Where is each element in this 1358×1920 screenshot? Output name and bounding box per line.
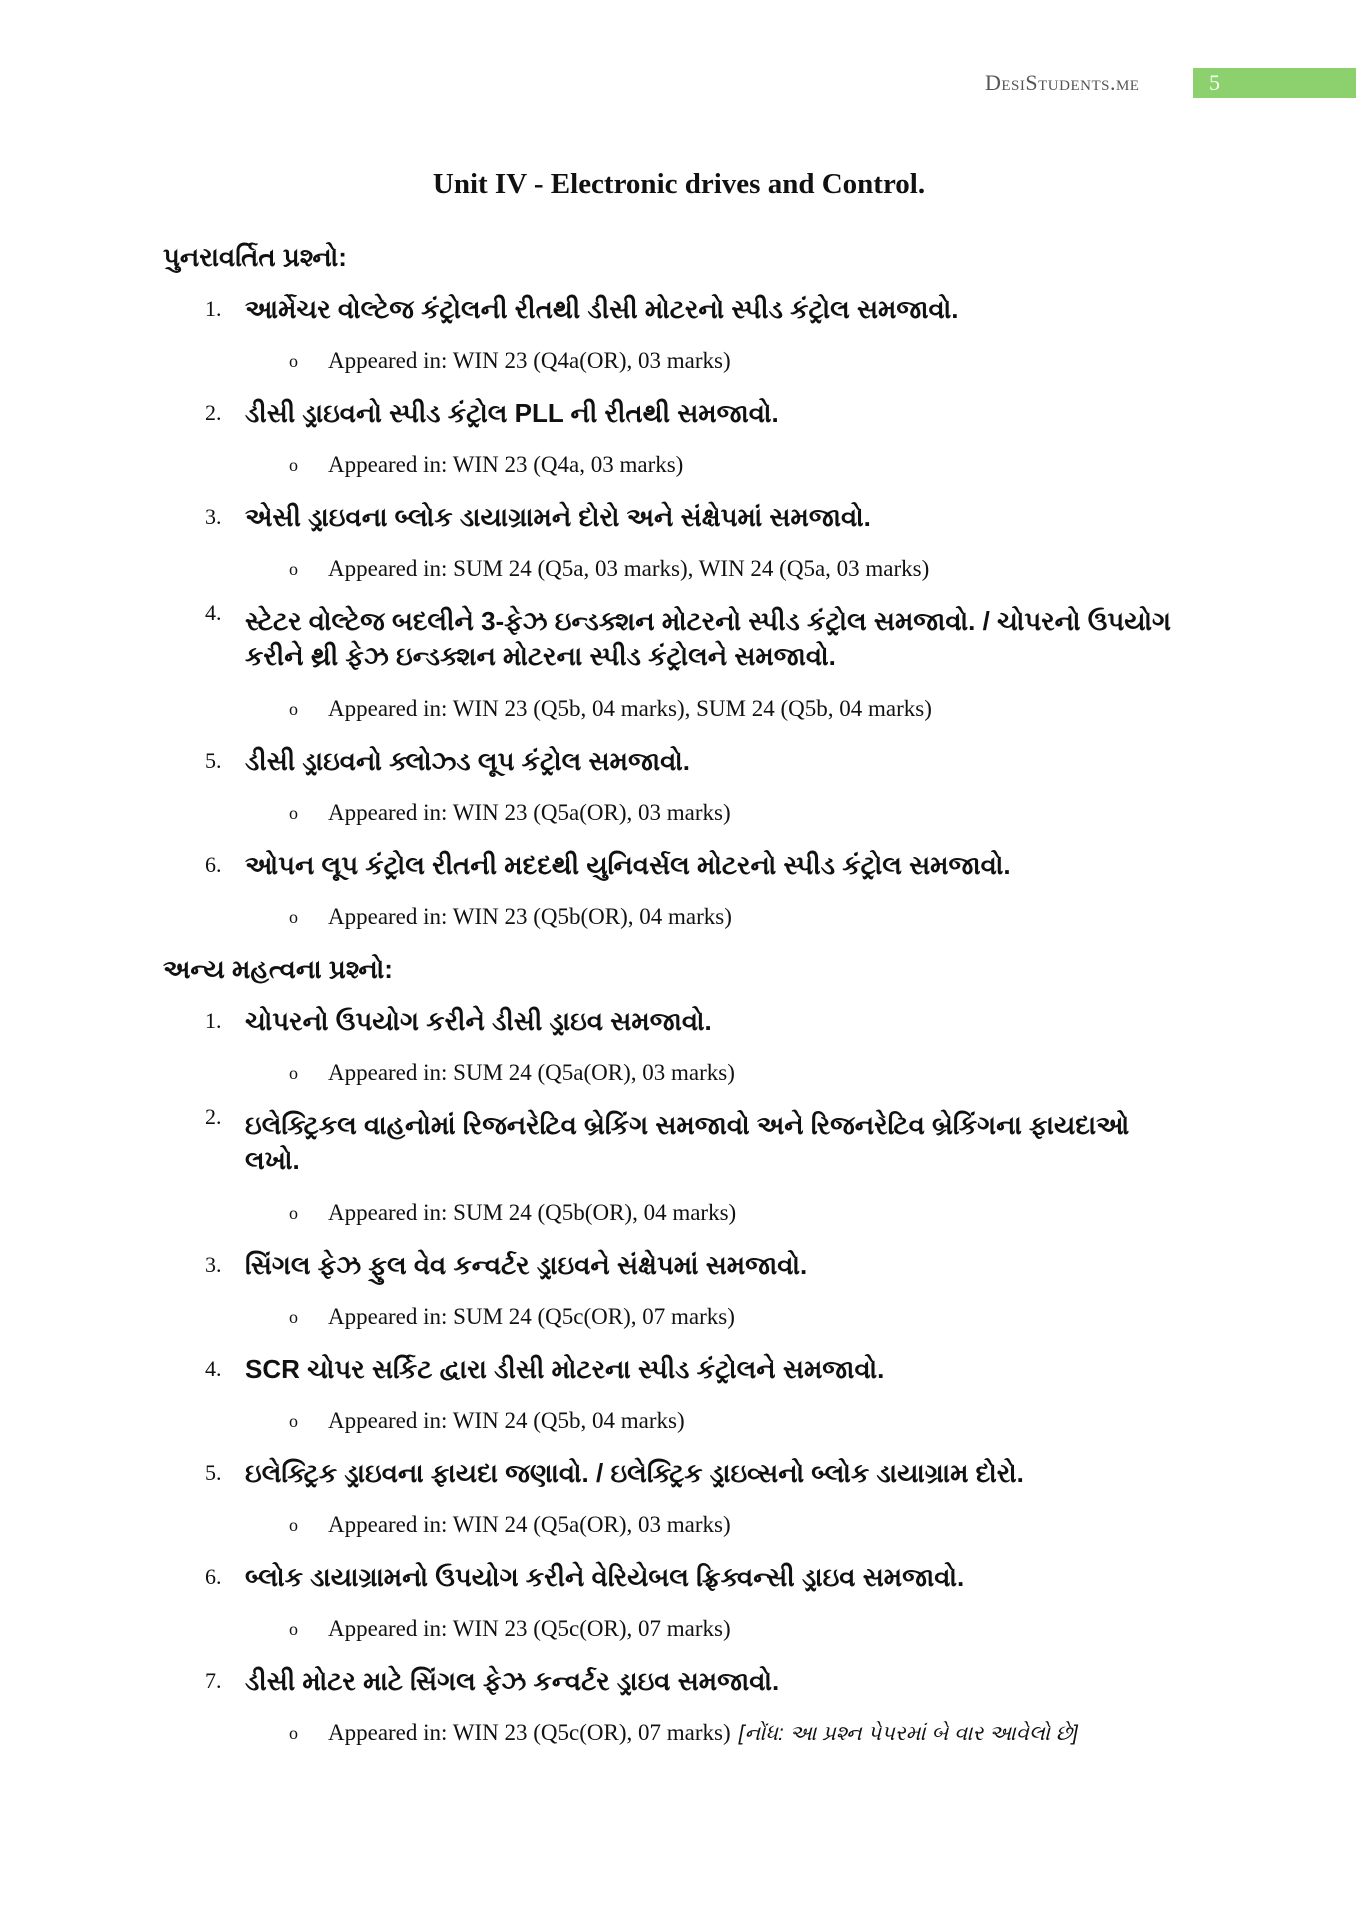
appeared-text: Appeared in: WIN 23 (Q5b(OR), 04 marks): [328, 904, 732, 929]
question-item: [205, 491, 1185, 543]
question-item: [205, 1551, 1185, 1603]
question-number: 6.: [205, 852, 222, 877]
question-item: [205, 1447, 1185, 1499]
question-number: 2.: [205, 1104, 222, 1129]
appeared-in: [289, 787, 1358, 839]
question-item: [205, 1655, 1185, 1707]
question-number: 5.: [205, 748, 222, 773]
question-number: 1.: [205, 1008, 222, 1033]
appeared-text: Appeared in: WIN 23 (Q5b, 04 marks), SUM 24 (Q5b, 04 marks): [328, 696, 932, 721]
question-text: આર્મેચર વોલ્ટેજ કંટ્રોલની રીતથી ડીસી મોટરનો સ્પીડ કંટ્રોલ સમજાવો.: [245, 294, 959, 324]
question-number: 6.: [205, 1564, 222, 1589]
appeared-text: Appeared in: SUM 24 (Q5a, 03 marks), WIN 24 (Q5a, 03 marks): [328, 556, 930, 581]
question-number: 4.: [205, 600, 222, 625]
question-text: ઓપન લૂપ કંટ્રોલ રીતની મદદથી યુનિવર્સલ મોટરનો સ્પીડ કંટ્રોલ સમજાવો.: [245, 850, 1011, 880]
bullet-icon: o: [289, 1619, 298, 1639]
question-item: [205, 839, 1185, 891]
bullet-icon: o: [289, 1411, 298, 1431]
question-item: [205, 595, 1185, 683]
question-item: [205, 1099, 1185, 1187]
question-item: [205, 735, 1185, 787]
question-item: [205, 387, 1185, 439]
bullet-icon: o: [289, 1307, 298, 1327]
appeared-in: [289, 1047, 1358, 1099]
appeared-in: [289, 1291, 1358, 1343]
question-text: SCR ચોપર સર્કિટ દ્વારા ડીસી મોટરના સ્પીડ કંટ્રોલને સમજાવો.: [245, 1354, 885, 1384]
question-text: સિંગલ ફેઝ ફુલ વેવ કન્વર્ટર ડ્રાઇવને સંક્ષેપમાં સમજાવો.: [245, 1250, 808, 1280]
question-text: ડીસી ડ્રાઇવનો સ્પીડ કંટ્રોલ PLL ની રીતથી સમજાવો.: [245, 398, 779, 428]
appeared-text: Appeared in: SUM 24 (Q5b(OR), 04 marks): [328, 1200, 737, 1225]
question-text: ડીસી મોટર માટે સિંગલ ફેઝ કન્વર્ટર ડ્રાઇવ સમજાવો.: [245, 1666, 780, 1696]
question-list: [0, 231, 1358, 1759]
section-heading: અન્ય મહત્વના પ્રશ્નો:: [163, 954, 393, 984]
bullet-icon: o: [289, 1203, 298, 1223]
question-item: [205, 283, 1185, 335]
question-number: 7.: [205, 1668, 222, 1693]
question-number: 1.: [205, 296, 222, 321]
bullet-icon: o: [289, 351, 298, 371]
appeared-text: Appeared in: SUM 24 (Q5c(OR), 07 marks): [328, 1304, 735, 1329]
question-text: સ્ટેટર વોલ્ટેજ બદલીને 3-ફેઝ ઇન્ડક્શન મોટરનો સ્પીડ કંટ્રોલ સમજાવો. / ચોપરનો ઉપયોગ કરીને થ્રી ફેઝ ઇન્ડક્શન મોટરના સ્પીડ કંટ્રોલને સમજાવો.: [245, 606, 1172, 671]
appeared-in: [289, 439, 1358, 491]
question-number: 3.: [205, 504, 222, 529]
question-text: ઇલેક્ટ્રિક ડ્રાઇવના ફાયદા જણાવો. / ઇલેક્ટ્રિક ડ્રાઇવ્સનો બ્લોક ડાયાગ્રામ દોરો.: [245, 1458, 1024, 1488]
appeared-in: [289, 335, 1358, 387]
appeared-in: [289, 891, 1358, 943]
bullet-icon: o: [289, 907, 298, 927]
bullet-icon: o: [289, 559, 298, 579]
question-text: બ્લોક ડાયાગ્રામનો ઉપયોગ કરીને વેરિયેબલ ફ્રિક્વન્સી ડ્રાઇવ સમજાવો.: [245, 1562, 965, 1592]
question-number: 2.: [205, 400, 222, 425]
appeared-in: [289, 1187, 1358, 1239]
appeared-in: [289, 1395, 1358, 1447]
site-name: DesiStudents.me: [985, 70, 1140, 95]
appeared-in: [289, 543, 1358, 595]
page-title: Unit IV - Electronic drives and Control.: [432, 168, 926, 200]
question-item: [205, 1343, 1185, 1395]
appeared-text: Appeared in: WIN 23 (Q4a(OR), 03 marks): [328, 348, 731, 373]
question-text: ઇલેક્ટ્રિકલ વાહનોમાં રિજનરેટિવ બ્રેકિંગ સમજાવો અને રિજનરેટિવ બ્રેકિંગના ફાયદાઓ લખો.: [245, 1110, 1130, 1175]
question-number: 5.: [205, 1460, 222, 1485]
appeared-in: [289, 683, 1358, 735]
question-text: ચોપરનો ઉપયોગ કરીને ડીસી ડ્રાઇવ સમજાવો.: [245, 1006, 712, 1036]
question-number: 3.: [205, 1252, 222, 1277]
appeared-in: [289, 1603, 1358, 1655]
appeared-text: Appeared in: WIN 24 (Q5a(OR), 03 marks): [328, 1512, 731, 1537]
appeared-text: Appeared in: SUM 24 (Q5a(OR), 03 marks): [328, 1060, 735, 1085]
appeared-text: Appeared in: WIN 23 (Q5c(OR), 07 marks): [328, 1616, 731, 1641]
appeared-in: [289, 1499, 1358, 1551]
bullet-icon: o: [289, 455, 298, 475]
question-item: [205, 995, 1185, 1047]
bullet-icon: o: [289, 803, 298, 823]
question-text: એસી ડ્રાઇવના બ્લોક ડાયાગ્રામને દોરો અને સંક્ષેપમાં સમજાવો.: [245, 502, 871, 532]
question-text: ડીસી ડ્રાઇવનો ક્લોઝ્ડ લૂપ કંટ્રોલ સમજાવો.: [245, 746, 691, 776]
note-text: [નોંધ: આ પ્રશ્ન પેપરમાં બે વાર આવેલો છે]: [738, 1722, 1078, 1745]
bullet-icon: o: [289, 699, 298, 719]
appeared-in: [289, 1707, 1358, 1759]
appeared-text: Appeared in: WIN 24 (Q5b, 04 marks): [328, 1408, 685, 1433]
page-number: 5: [1193, 68, 1356, 98]
appeared-text: Appeared in: WIN 23 (Q4a, 03 marks): [328, 452, 684, 477]
bullet-icon: o: [289, 1723, 298, 1743]
section-heading: પુનરાવર્તિત પ્રશ્નો:: [163, 242, 347, 272]
appeared-text: Appeared in: WIN 23 (Q5a(OR), 03 marks): [328, 800, 731, 825]
bullet-icon: o: [289, 1063, 298, 1083]
appeared-text: Appeared in: WIN 23 (Q5c(OR), 07 marks): [328, 1720, 731, 1745]
question-number: 4.: [205, 1356, 222, 1381]
bullet-icon: o: [289, 1515, 298, 1535]
question-item: [205, 1239, 1185, 1291]
